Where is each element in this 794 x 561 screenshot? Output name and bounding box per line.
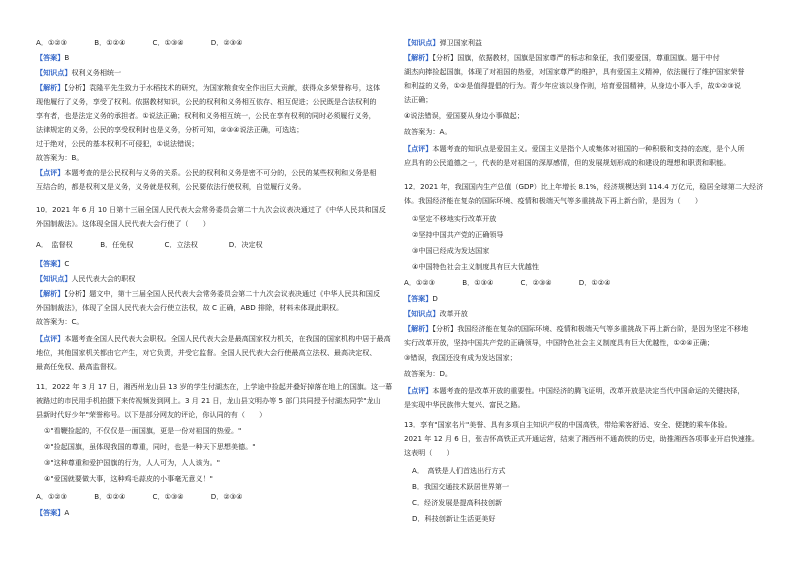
q10-comment: 【点评】本题考查全国人民代表大会职权。全国人民代表大会是最高国家权力机关，在我国的国家机构中居于最高 — [36, 334, 391, 343]
q10-options — [36, 240, 291, 249]
option-c: C．①③④ — [152, 38, 184, 47]
option-d: D．①②④ — [578, 278, 611, 287]
q11-knowledge-point: 【知识点】弹卫国家利益 — [404, 38, 483, 47]
q11-answer: 【答案】A — [36, 508, 70, 517]
q10-stem: 10．2021 年 6 月 10 日第十三届全国人民代表大会常务委员会第二十九次会议表决通过了《中华人民共和国反 — [36, 205, 386, 214]
q13-stem: 这表明（ ） — [404, 448, 454, 457]
q9-options — [36, 38, 267, 47]
q12-analysis-line: 故答案为：D。 — [404, 369, 453, 378]
q11-item: ②"捡起国旗，虽体现我国的尊重，同时，也是一种天下思想美德。" — [44, 442, 256, 451]
q10-analysis-line: 外国制裁法》，体现了全国人民代表大会行使立法权，故 C 正确，ABD 排除，材料未体现此职权。 — [36, 303, 344, 312]
q12-analysis-line: ③错误，我国还没有成为发达国家； — [404, 353, 517, 362]
q11-item: ①"看鞭捡起的，不仅仅是一面国旗，更是一份对祖国的热爱。" — [44, 426, 242, 435]
q12-stem: 体。我国经济能在复杂的国际环境、疫情和极端天气等多重挑战下再上新台阶，是因为（ ） — [404, 196, 702, 205]
q11-stem: 11．2022 年 3 月 17 日，湘西州龙山县 13 岁的学生付湖杰在，上学途中捡起并叠好掉落在地上的国旗。这一幕 — [36, 382, 393, 391]
q12-item: ②坚持中国共产党的正确领导 — [412, 230, 504, 239]
q13-stem: 2021 年 12 月 6 日，张吉怀高铁正式开通运营，结束了湘西州不通高铁的历史，助推湘西各项事业开启快速推。 — [404, 434, 759, 443]
q12-options — [404, 278, 635, 287]
q13-option: A． 高铁是人们首选出行方式 — [412, 466, 506, 475]
q11-analysis-line: 故答案为：A。 — [404, 127, 452, 136]
q11-item: ④"爱国就要做大事，这种鸡毛蒜皮的小事毫无意义！" — [44, 474, 213, 483]
q9-comment: 【点评】本题考查的是公民权利与义务的关系。公民的权利和义务是密不可分的，公民的某些权利和义务是相 — [36, 168, 377, 177]
q11-comment-line: 应具有的公民道德之一，代表的是对祖国的深厚感情，但的发展规划形成的和建设的理想和职责和职能。 — [404, 158, 731, 167]
q10-stem: 外国制裁法》。这体现全国人民代表大会行使了（ ） — [36, 219, 210, 228]
q11-analysis-line: ④说法错误，爱国要从身边小事做起； — [404, 111, 524, 120]
option-a: A． 监督权 — [36, 240, 73, 249]
option-c: C．立法权 — [164, 240, 198, 249]
q12-analysis-line: 实行改革开放，坚持中国共产党的正确领导，中国特色社会主义制度具有巨大优越性，①②④正确； — [404, 338, 714, 347]
option-d: D．②③④ — [210, 492, 243, 501]
q9-analysis-line: 故答案为：B。 — [36, 153, 84, 162]
q11-analysis-line: 湖杰向捧捡起国旗，体现了对祖国的热爱，对国家尊严的维护，具有爱国主义精神，依法履行了维护国家荣誉 — [404, 67, 745, 76]
option-c: C．①③④ — [152, 492, 184, 501]
q12-item: ①坚定不移地实行改革开放 — [412, 214, 497, 223]
q11-analysis-line: 【解析】【分析】国旗，依据教材，国旗是国家尊严的标志和象征，我们要爱国，尊重国旗。题干中付 — [404, 53, 720, 62]
option-c: C．②③④ — [520, 278, 552, 287]
q10-knowledge-point: 【知识点】人民代表大会的职权 — [36, 274, 136, 283]
option-a: A．①②③ — [36, 492, 68, 501]
q11-stem: 县新时代好少年"荣誉称号。以下是部分网友的评论，你认同的有（ ） — [36, 410, 267, 419]
q11-comment: 【点评】本题考查的知识点是爱国主义。爱国主义是指个人或集体对祖国的一种积极和支持的态度，是个人所 — [404, 144, 745, 153]
q12-answer: 【答案】D — [404, 294, 438, 303]
q10-analysis-line: 故答案为：C。 — [36, 317, 84, 326]
q12-stem: 12．2021 年，我国国内生产总值（GDP）比上年增长 8.1%，经济规模达到 114.4 万亿元，稳居全球第二大经济 — [404, 182, 764, 191]
q9-answer: 【答案】B — [36, 53, 70, 62]
q10-answer: 【答案】C — [36, 259, 70, 268]
q12-knowledge-point: 【知识点】改革开放 — [404, 309, 468, 318]
q10-analysis-line: 【解析】【分析】题文中，第十三届全国人民代表大会常务委员会第二十九次会议表决通过《中华人民共和国反 — [36, 289, 381, 298]
q9-analysis-line: 享有者，也是法定义务的承担者。①说法正确；权利和义务相互统一，公民在享有权利的同时必须履行义务， — [36, 111, 376, 120]
q12-item: ④中国特色社会主义制度具有巨大优越性 — [412, 262, 539, 271]
q11-stem: 被路过的市民用手机拍摄下来传视频发到网上。3 月 21 日，龙山县文明办等 5 部门共同授予付湖杰同学"龙山 — [36, 396, 381, 405]
q13-option: C．经济发展是提高科技创新 — [412, 498, 503, 507]
q11-analysis-line: 法正确； — [404, 95, 433, 104]
option-d: D．决定权 — [228, 240, 263, 249]
q13-option: D．科技创新让生活更美好 — [412, 514, 496, 523]
option-b: B．①②④ — [94, 492, 126, 501]
q9-analysis-line: 过于绝对，公民的基本权利不可侵犯，①说法错误； — [36, 139, 199, 148]
q9-knowledge-point: 【知识点】权利义务相统一 — [36, 68, 122, 77]
option-a: A．①②③ — [36, 38, 68, 47]
option-d: D．②③④ — [210, 38, 243, 47]
q9-analysis-line: 【解析】【分析】袁隆平先生致力于水稻技术的研究，为国家粮食安全作出巨大贡献，获得众多荣誉称号，这体 — [36, 83, 381, 92]
q10-comment-line: 最高任免权、最高监督权。 — [36, 362, 122, 371]
q9-comment-line: 互结合的，都是权利又是义务，义务就是权利，公民要依法行使权利，自觉履行义务。 — [36, 182, 306, 191]
option-b: B．任免权 — [100, 240, 134, 249]
option-b: B．①③④ — [462, 278, 494, 287]
q13-option: B．我国交通技术跃居世界第一 — [412, 482, 510, 491]
q9-analysis-line: 法律规定的义务，公民的享受权利时也是义务，分析可知，②③④说法正确，可选选； — [36, 125, 304, 134]
option-b: B．①②④ — [94, 38, 126, 47]
q11-options — [36, 492, 267, 501]
q11-item: ③"这种尊重和爱护国旗的行为，人人可为，人人该为。" — [44, 458, 221, 467]
q10-comment-line: 地位，其他国家机关都由它产生，对它负责，并受它监督。全国人民代表大会行使最高立法权、最高决定权、 — [36, 348, 377, 357]
q12-comment: 【点评】本题考查的是改革开放的重要性。中国经济的腾飞证明，改革开放是决定当代中国命运的关键抉择， — [404, 386, 745, 395]
q13-stem: 13．享有"国家名片"美誉、具有多项自主知识产权的中国高铁，带给乘客舒适、安全、便捷的乘车体验。 — [404, 420, 732, 429]
q12-analysis-line: 【解析】【分析】我国经济能在复杂的国际环境、疫情和极端天气等多重挑战下再上新台阶，是因为坚定不移地 — [404, 324, 749, 333]
q12-item: ③中国已经成为发达国家 — [412, 246, 490, 255]
q12-comment-line: 是实现中华民族伟大复兴、富民之路。 — [404, 400, 525, 409]
option-a: A．①②③ — [404, 278, 436, 287]
q9-analysis-line: 现他履行了义务，享受了权利。依据教材知识，公民的权利和义务相互依存、相互促进；公民既是合法权利的 — [36, 97, 377, 106]
q11-analysis-line: 和利益的义务，①②是值得提倡的行为。青少年应该以身作则，培育爱国精神，从身边小事入手，故①②③说 — [404, 81, 741, 90]
